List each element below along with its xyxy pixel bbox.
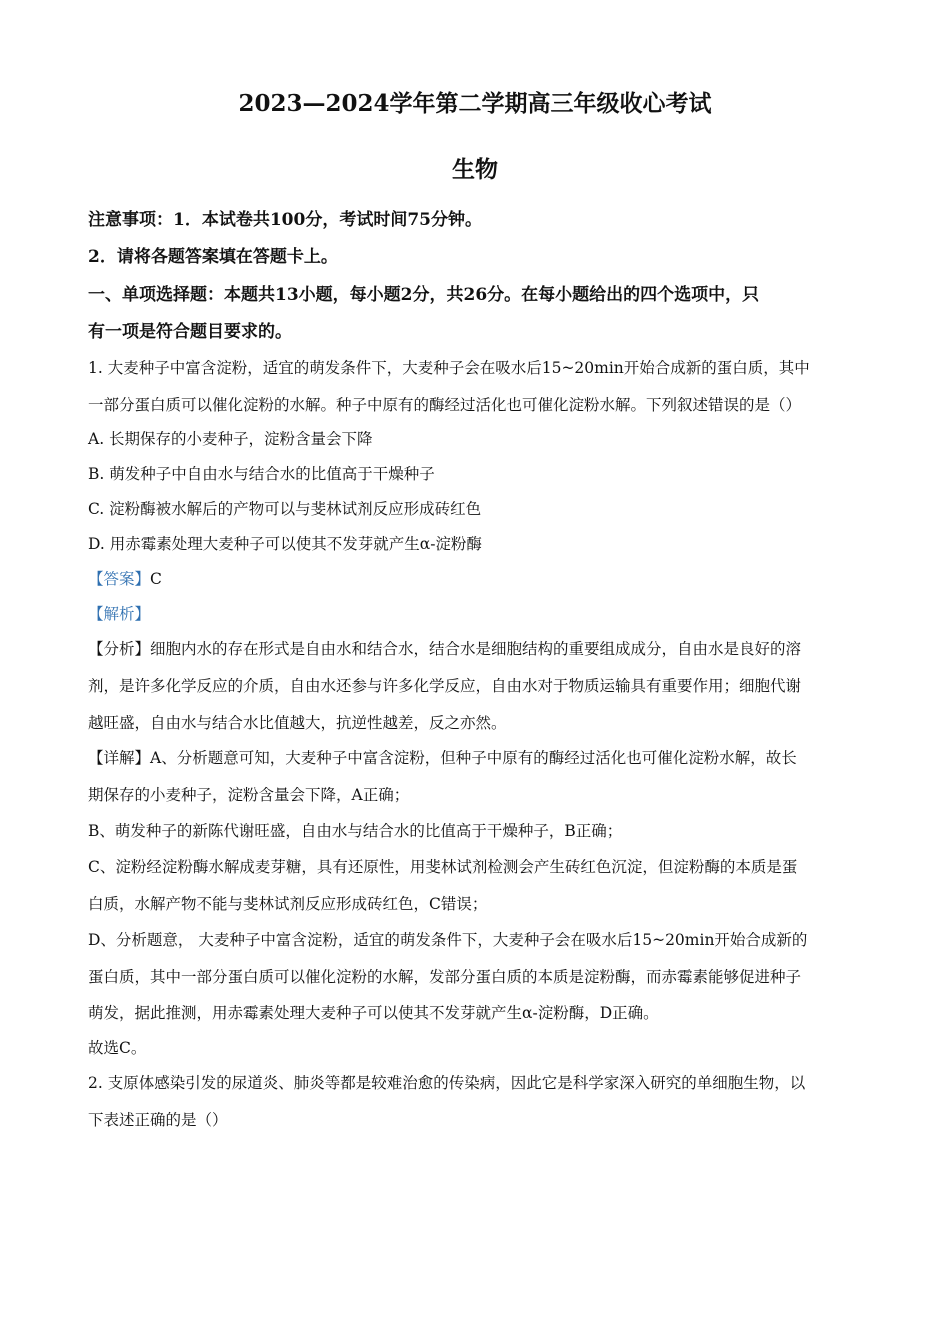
q1-xiangjie-line-c2: 白质，水解产物不能与斐林试剂反应形成砖红色，C错误； <box>88 895 488 913</box>
q1-option-a: A. 长期保存的小麦种子，淀粉含量会下降 <box>88 430 373 448</box>
q1-answer <box>88 568 863 590</box>
notes-line-1: 注意事项：1．本试卷共100分，考试时间75分钟。 <box>88 210 482 230</box>
xiangjie-text-a1: A、分析题意可知，大麦种子中富含淀粉，但种子中原有的酶经过活化也可催化淀粉水解，故长 <box>150 749 797 767</box>
analysis-tag: 【解析】 <box>88 605 151 623</box>
exam-subject: 生物 <box>452 156 498 183</box>
q1-xiangjie-line-d3: 萌发，据此推测，用赤霉素处理大麦种子可以使其不发芽就产生α-淀粉酶，D正确。 <box>88 1004 659 1022</box>
q2-stem-line-1: 2. 支原体感染引发的尿道炎、肺炎等都是较难治愈的传染病，因此它是科学家深入研究的单细胞生物，以 <box>88 1074 806 1092</box>
section-heading-line-2: 有一项是符合题目要求的。 <box>88 322 292 342</box>
q1-xiangjie-line-b: B、萌发种子的新陈代谢旺盛，自由水与结合水的比值高于干燥种子，B正确； <box>88 822 623 840</box>
xiangjie-tag: 【详解】 <box>88 749 151 767</box>
fenxi-text-1: 细胞内水的存在形式是自由水和结合水，结合水是细胞结构的重要组成成分，自由水是良好的溶 <box>150 640 802 658</box>
q1-fenxi-line-3: 越旺盛，自由水与结合水比值越大，抗逆性越差，反之亦然。 <box>88 714 507 732</box>
q1-xiangjie-line-a2: 期保存的小麦种子，淀粉含量会下降，A正确； <box>88 786 410 804</box>
exam-title: 2023—2024学年第二学期高三年级收心考试 <box>238 90 712 117</box>
notes-line-2: 2．请将各题答案填在答题卡上。 <box>88 247 338 267</box>
q1-stem-line-1: 1. 大麦种子中富含淀粉，适宜的萌发条件下，大麦种子会在吸水后15~20min开始合成新的蛋白质，其中 <box>88 359 810 377</box>
section-heading-line-1: 一、单项选择题：本题共13小题，每小题2分，共26分。在每小题给出的四个选项中，只 <box>88 285 760 305</box>
q1-option-c: C. 淀粉酶被水解后的产物可以与斐林试剂反应形成砖红色 <box>88 500 482 518</box>
q1-stem-line-2: 一部分蛋白质可以催化淀粉的水解。种子中原有的酶经过活化也可催化淀粉水解。下列叙述错误的是（） <box>88 396 802 414</box>
q1-xiangjie-line-d2: 蛋白质，其中一部分蛋白质可以催化淀粉的水解，发部分蛋白质的本质是淀粉酶，而赤霉素能够促进种子 <box>88 968 802 986</box>
q1-conclusion: 故选C。 <box>88 1039 147 1057</box>
answer-value: C <box>150 570 162 588</box>
q2-stem-line-2: 下表述正确的是（） <box>88 1111 228 1129</box>
q1-xiangjie-line-d1: D、分析题意， 大麦种子中富含淀粉，适宜的萌发条件下，大麦种子会在吸水后15~20min开始合成新的 <box>88 931 808 949</box>
q1-xiangjie-line-c1: C、淀粉经淀粉酶水解成麦芽糖，具有还原性，用斐林试剂检测会产生砖红色沉淀，但淀粉酶的本质是蛋 <box>88 858 798 876</box>
q1-fenxi-line-2: 剂，是许多化学反应的介质，自由水还参与许多化学反应，自由水对于物质运输具有重要作用；细胞代谢 <box>88 677 802 695</box>
q1-analysis-heading <box>88 603 863 625</box>
fenxi-tag: 【分析】 <box>88 640 151 658</box>
q1-option-b: B. 萌发种子中自由水与结合水的比值高于干燥种子 <box>88 465 435 483</box>
q1-fenxi-line-1 <box>88 638 863 660</box>
answer-tag: 【答案】 <box>88 570 151 588</box>
q1-xiangjie-line-a1 <box>88 747 863 769</box>
q1-option-d: D. 用赤霉素处理大麦种子可以使其不发芽就产生α-淀粉酶 <box>88 535 482 553</box>
